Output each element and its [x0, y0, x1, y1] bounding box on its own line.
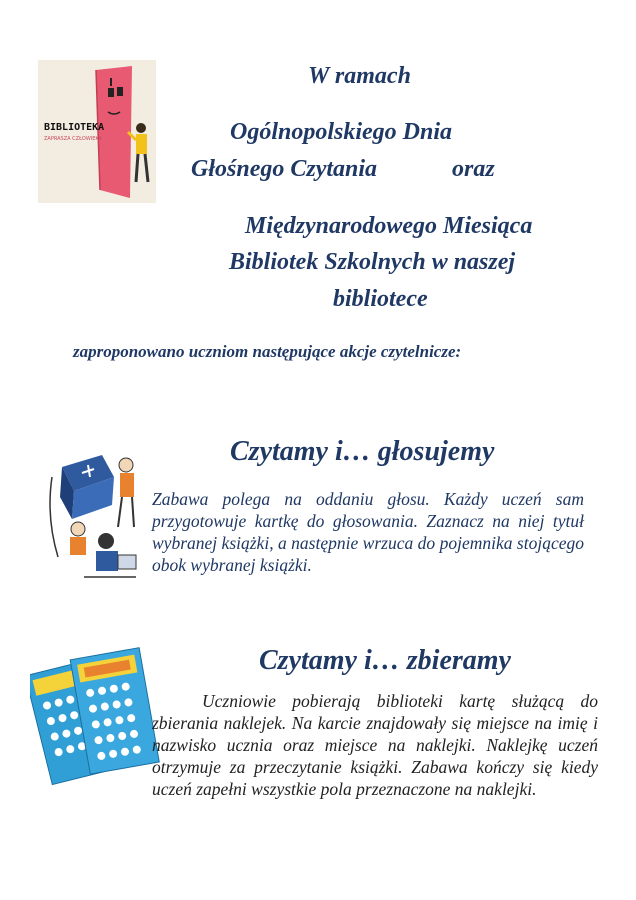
- header-line-3-end: oraz: [452, 156, 495, 182]
- header-line-5: Bibliotek Szkolnych w naszej: [229, 249, 516, 275]
- section-1-title: Czytamy i… głosujemy: [230, 436, 495, 467]
- section-2-text: Uczniowie pobierają biblioteki kartę służącą do zbierania naklejek. Na karcie znajdowały się miejsce na imię i nazwisko ucznia oraz miejsce na naklejki. Naklejkę uczeń otrzymuje za przeczytanie książki. Zabawa kończy się kiedy uczeń zapełni wszystkie pola przeznaczone na naklejki.: [152, 691, 598, 799]
- logo-title: BIBLIOTEKA: [44, 122, 105, 133]
- sticker-cards-illustration: [30, 642, 160, 792]
- header-line-3: Głośnego Czytania: [191, 156, 378, 182]
- voting-illustration: [44, 437, 148, 585]
- section-1-text: Zabawa polega na oddaniu głosu. Każdy uczeń sam przygotowuje kartkę do głosowania. Zaznacz na niej tytuł wybranej książki, a następnie wrzuca do pojemnika stojącego obok wybranej książki.: [152, 489, 584, 575]
- sticker-cards-icon: [30, 642, 160, 792]
- header-line-4: Międzynarodowego Miesiąca: [245, 213, 533, 239]
- header-line-2: Ogólnopolskiego Dnia: [230, 119, 453, 145]
- header-line-1: W ramach: [308, 63, 411, 89]
- section-2-title: Czytamy i… zbieramy: [259, 645, 511, 676]
- header-line-6: bibliotece: [333, 286, 428, 312]
- voting-illustration-icon: [44, 437, 148, 585]
- library-logo: [38, 60, 156, 203]
- intro-text: zaproponowano uczniom następujące akcje czytelnicze:: [73, 342, 462, 361]
- logo-subtitle: ZAPRASZA CZŁOWIEKA: [44, 136, 103, 142]
